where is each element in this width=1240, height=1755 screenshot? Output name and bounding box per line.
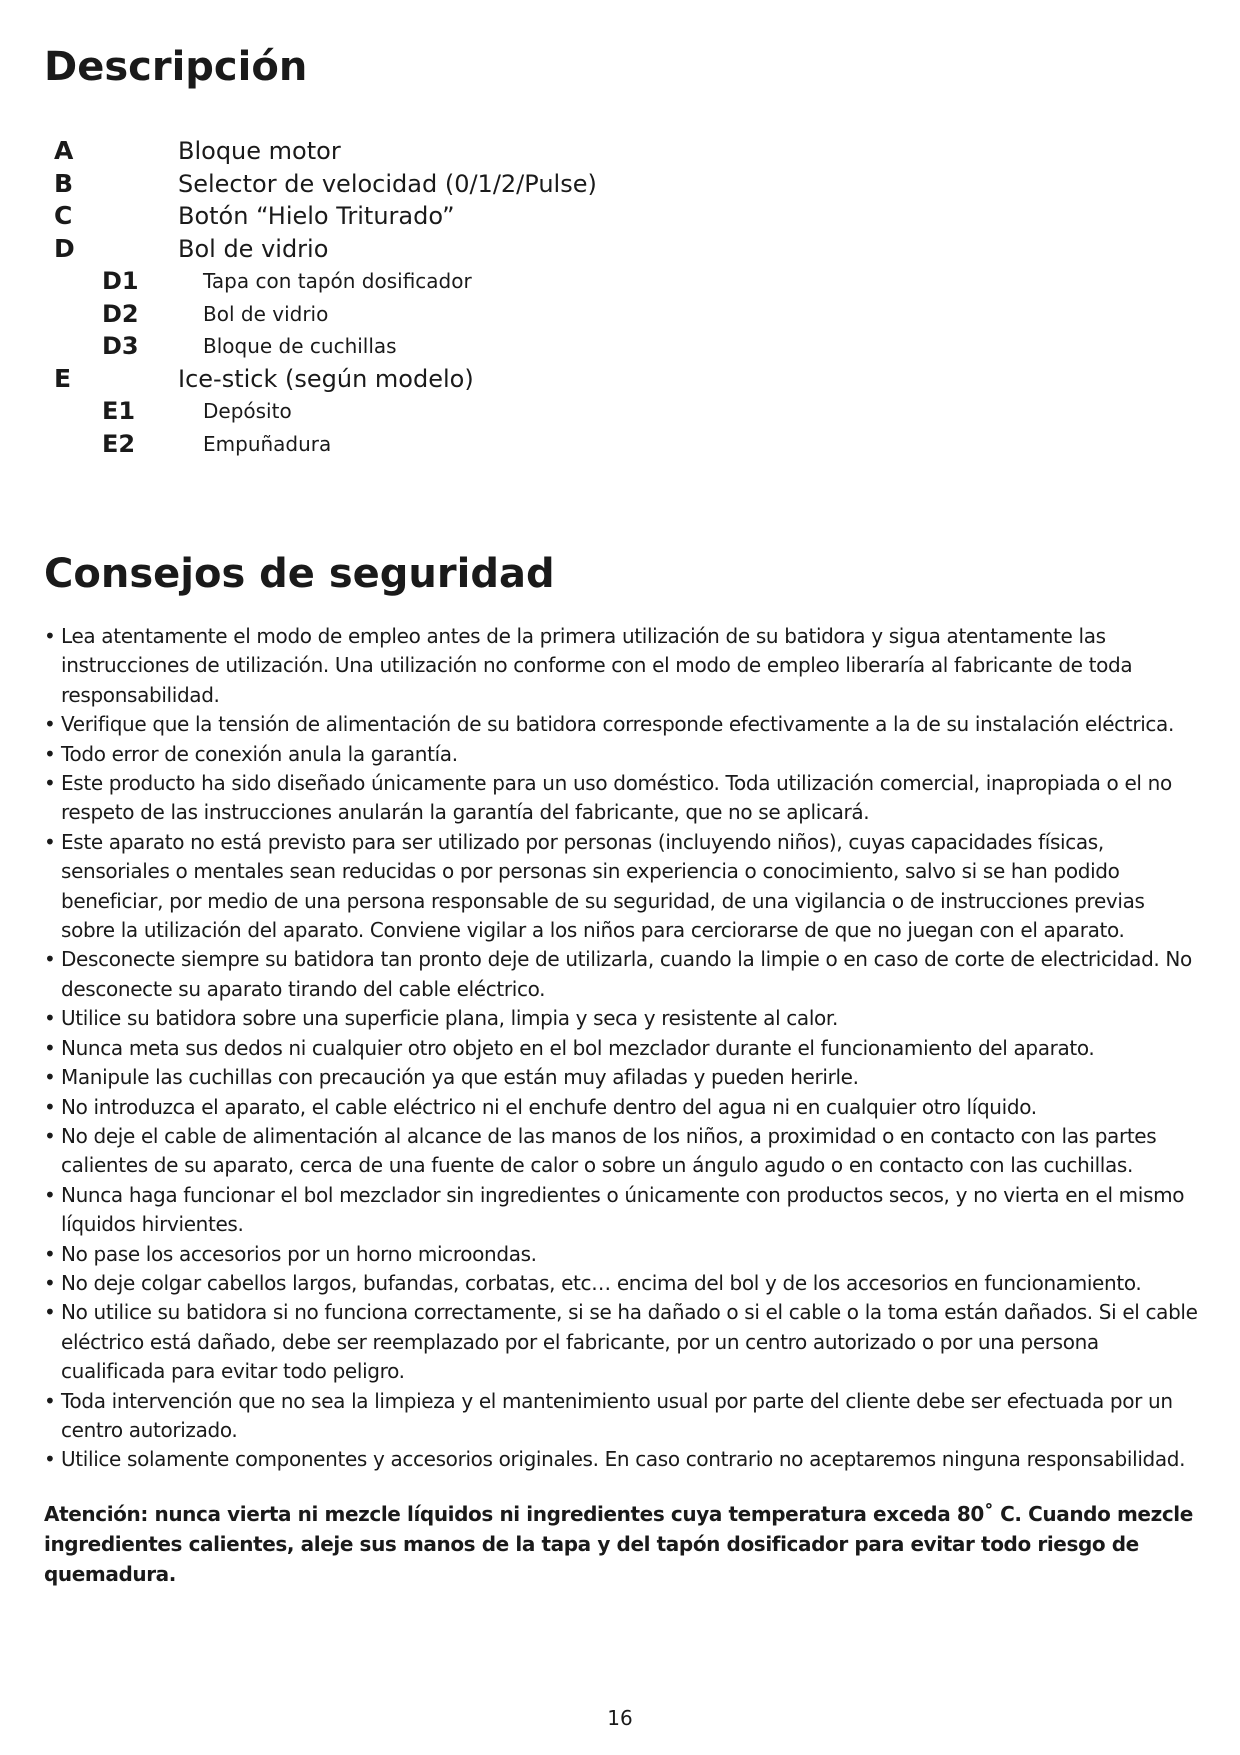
subpart-row xyxy=(44,428,744,461)
safety-item: • No deje colgar cabellos largos, bufandas, corbatas, etc… encima del bol y de los accesorios en funcionamiento. xyxy=(44,1269,1204,1298)
part-label: Bol de vidrio xyxy=(178,234,329,263)
part-label: Selector de velocidad (0/1/2/Pulse) xyxy=(178,169,597,198)
part-row xyxy=(44,233,744,266)
subpart-letter: D3 xyxy=(102,332,139,360)
part-row xyxy=(44,135,744,168)
safety-item: • Verifique que la tensión de alimentación de su batidora corresponde efectivamente a la de su instalación eléctrica. xyxy=(44,710,1204,739)
subpart-label: Tapa con tapón dosificador xyxy=(203,269,472,293)
safety-item: • Lea atentamente el modo de empleo antes de la primera utilización de su batidora y sigua atentamente las instrucciones de utilización. Una utilización no conforme con el modo de empleo liberaría al fabricante de toda responsabilidad. xyxy=(44,622,1204,710)
subpart-row xyxy=(44,330,744,363)
subpart-label: Bloque de cuchillas xyxy=(203,334,397,358)
subpart-label: Bol de vidrio xyxy=(203,301,329,326)
safety-item: • Toda intervención que no sea la limpieza y el mantenimiento usual por parte del cliente debe ser efectuada por un centro autorizado. xyxy=(44,1387,1204,1446)
subpart-letter: D1 xyxy=(102,267,139,295)
safety-item: • No deje el cable de alimentación al alcance de las manos de los niños, a proximidad o en contacto con las partes calientes de su aparato, cerca de una fuente de calor o sobre un ángulo agudo o en contacto con las cuchillas. xyxy=(44,1122,1204,1181)
safety-item: • Nunca haga funcionar el bol mezclador sin ingredientes o únicamente con productos secos, y no vierta en el mismo líquidos hirvientes. xyxy=(44,1181,1204,1240)
safety-item: • Este producto ha sido diseñado únicamente para un uso doméstico. Toda utilización comercial, inapropiada o el no respeto de las instrucciones anularán la garantía del fabricante, que no se aplicará. xyxy=(44,769,1204,828)
safety-item: • Utilice su batidora sobre una superficie plana, limpia y seca y resistente al calor. xyxy=(44,1004,1204,1033)
subpart-row xyxy=(44,395,744,428)
safety-list xyxy=(44,622,1204,1475)
safety-item: • No introduzca el aparato, el cable eléctrico ni el enchufe dentro del agua ni en cualquier otro líquido. xyxy=(44,1093,1204,1122)
part-row xyxy=(44,363,744,396)
subpart-letter: E2 xyxy=(102,429,136,458)
safety-item: • Manipule las cuchillas con precaución ya que están muy afiladas y pueden herirle. xyxy=(44,1063,1204,1092)
part-label: Botón “Hielo Triturado” xyxy=(178,202,455,230)
subpart-label: Empuñadura xyxy=(203,431,332,456)
subpart-row xyxy=(44,265,744,298)
subpart-letter: D2 xyxy=(102,299,139,328)
safety-item: • Utilice solamente componentes y accesorios originales. En caso contrario no aceptaremos ninguna responsabilidad. xyxy=(44,1445,1204,1474)
part-label: Bloque motor xyxy=(178,137,341,165)
page-number: 16 xyxy=(607,1706,633,1730)
safety-item: • Nunca meta sus dedos ni cualquier otro objeto en el bol mezclador durante el funcionamiento del aparato. xyxy=(44,1034,1204,1063)
warning-note: Atención: nunca vierta ni mezcle líquidos ni ingredientes cuya temperatura exceda 80˚ C. Cuando mezcle ingredientes calientes, aleje sus manos de la tapa y del tapón dosificador para evitar todo riesgo de quemadura. xyxy=(44,1502,1193,1586)
safety-item: • Este aparato no está previsto para ser utilizado por personas (incluyendo niños), cuyas capacidades físicas, sensoriales o mentales sean reducidas o por personas sin experiencia o conocimiento, salvo si se han podido beneficiar, por medio de una persona responsable de su seguridad, de una vigilancia o de instrucciones previas sobre la utilización del aparato. Conviene vigilar a los niños para cerciorarse de que no juegan con el aparato. xyxy=(44,828,1204,946)
subpart-letter: E1 xyxy=(102,397,136,425)
part-letter: A xyxy=(54,136,74,165)
parts-list xyxy=(44,135,744,460)
part-row xyxy=(44,168,744,201)
part-letter: D xyxy=(54,233,75,263)
safety-item: • No pase los accesorios por un horno microondas. xyxy=(44,1240,1204,1269)
safety-title: Consejos de seguridad xyxy=(44,551,555,597)
part-letter: E xyxy=(54,363,72,393)
part-label: Ice-stick (según modelo) xyxy=(178,364,474,393)
subpart-label: Depósito xyxy=(203,399,292,423)
description-title: Descripción xyxy=(44,44,308,90)
subpart-row xyxy=(44,298,744,331)
part-letter: B xyxy=(54,168,74,198)
safety-item: • No utilice su batidora si no funciona correctamente, si se ha dañado o si el cable o la toma están dañados. Si el cable eléctrico está dañado, debe ser reemplazado por el fabricante, por un centro autorizado o por una persona cualificada para evitar todo peligro. xyxy=(44,1298,1204,1386)
part-letter: C xyxy=(54,201,73,230)
part-row xyxy=(44,200,744,233)
safety-item: • Desconecte siempre su batidora tan pronto deje de utilizarla, cuando la limpie o en caso de corte de electricidad. No desconecte su aparato tirando del cable eléctrico. xyxy=(44,945,1204,1004)
safety-item: • Todo error de conexión anula la garantía. xyxy=(44,740,1204,769)
